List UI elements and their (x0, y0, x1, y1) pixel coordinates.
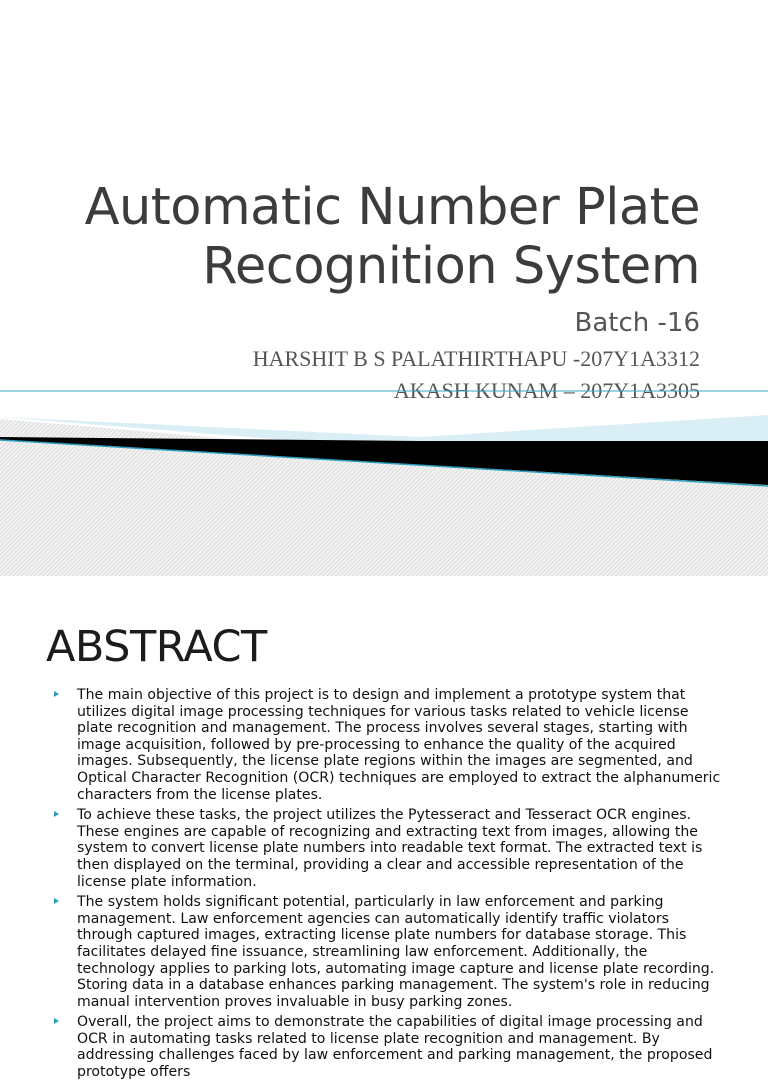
bullet-text: The system holds significant potential, particularly in law enforcement and parking management. Law enforcement agencies can automatically identify traffic violators through captured images, extracting license plate numbers for database storage. This facilitates delayed fine issuance, streamlining law enforcement. Additionally, the technology applies to parking lots, automating image capture and license plate recording. Storing data in a database enhances parking management. The system's role in reducing manual intervention proves invaluable in busy parking zones. (77, 894, 715, 1010)
triangle-bullet-icon (54, 898, 59, 904)
bullet-text: To achieve these tasks, the project utilizes the Pytesseract and Tesseract OCR engines. These engines are capable of recognizing and extracting text from images, allowing the system to convert license plate numbers into readable text format. The extracted text is then displayed on the terminal, providing a clear and accessible representation of the license plate information. (77, 807, 703, 890)
abstract-bullet-list (50, 687, 728, 1085)
list-item (50, 1014, 728, 1080)
bullet-text: The main objective of this project is to design and implement a prototype system that utilizes digital image processing techniques for various tasks related to vehicle license plate recognition and management. The process involves several stages, starting with image acquisition, followed by pre-processing to enhance the quality of the acquired images. Subsequently, the license plate regions within the images are segmented, and Optical Character Recognition (OCR) techniques are employed to extract the alphanumeric characters from the license plates. (77, 687, 721, 803)
decorative-swoosh-band (0, 385, 768, 576)
triangle-bullet-icon (54, 691, 59, 697)
author-2: AKASH KUNAM – 207Y1A3305 (393, 378, 700, 403)
slide-title (20, 178, 700, 296)
author-1: HARSHIT B S PALATHIRTHAPU -207Y1A3312 (252, 346, 700, 371)
triangle-bullet-icon (54, 1018, 59, 1024)
list-item (50, 687, 728, 803)
list-item (50, 807, 728, 890)
slide-title-line-1: Automatic Number Plate (84, 178, 700, 237)
abstract-heading: ABSTRACT (46, 622, 267, 672)
list-item (50, 894, 728, 1010)
slide-title-line-2: Recognition System (202, 237, 700, 296)
bullet-text: Overall, the project aims to demonstrate the capabilities of digital image processing and OCR in automating tasks related to license plate recognition and management. By addressing challenges faced by law enforcement and parking management, the proposed prototype offers (77, 1014, 713, 1081)
abstract-slide (0, 576, 768, 1081)
batch-label: Batch -16 (574, 308, 700, 338)
triangle-bullet-icon (54, 811, 59, 817)
